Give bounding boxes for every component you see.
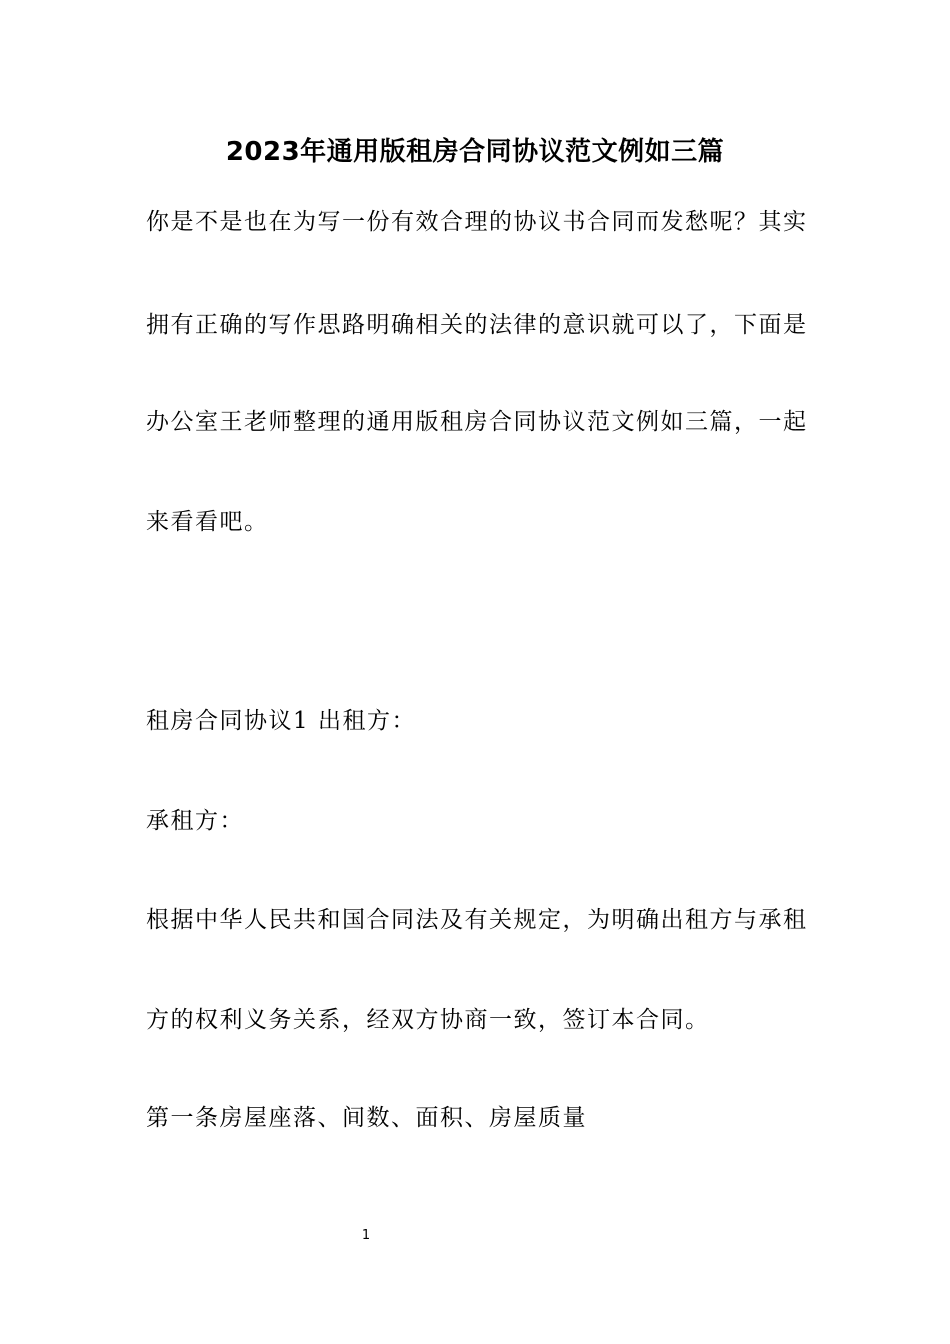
contract-paragraph-line-2: 方的权利义务关系，经双方协商一致，签订本合同。 [146, 1007, 710, 1033]
intro-line-4: 来看看吧。 [146, 509, 269, 535]
tenant-label: 承租方： [146, 808, 244, 834]
contract-paragraph-line-1: 根据中华人民共和国合同法及有关规定，为明确出租方与承租 [146, 907, 808, 933]
article-one-heading: 第一条房屋座落、间数、面积、房屋质量 [146, 1105, 587, 1131]
page-number: 1 [361, 1228, 371, 1243]
contract-heading: 租房合同协议1 出租方： [146, 708, 416, 734]
document-title: 2023年通用版租房合同协议范文例如三篇 [225, 137, 725, 167]
intro-line-2: 拥有正确的写作思路明确相关的法律的意识就可以了，下面是 [146, 312, 808, 338]
intro-line-3: 办公室王老师整理的通用版租房合同协议范文例如三篇，一起 [146, 409, 808, 435]
intro-line-1: 你是不是也在为写一份有效合理的协议书合同而发愁呢？其实 [146, 209, 808, 235]
